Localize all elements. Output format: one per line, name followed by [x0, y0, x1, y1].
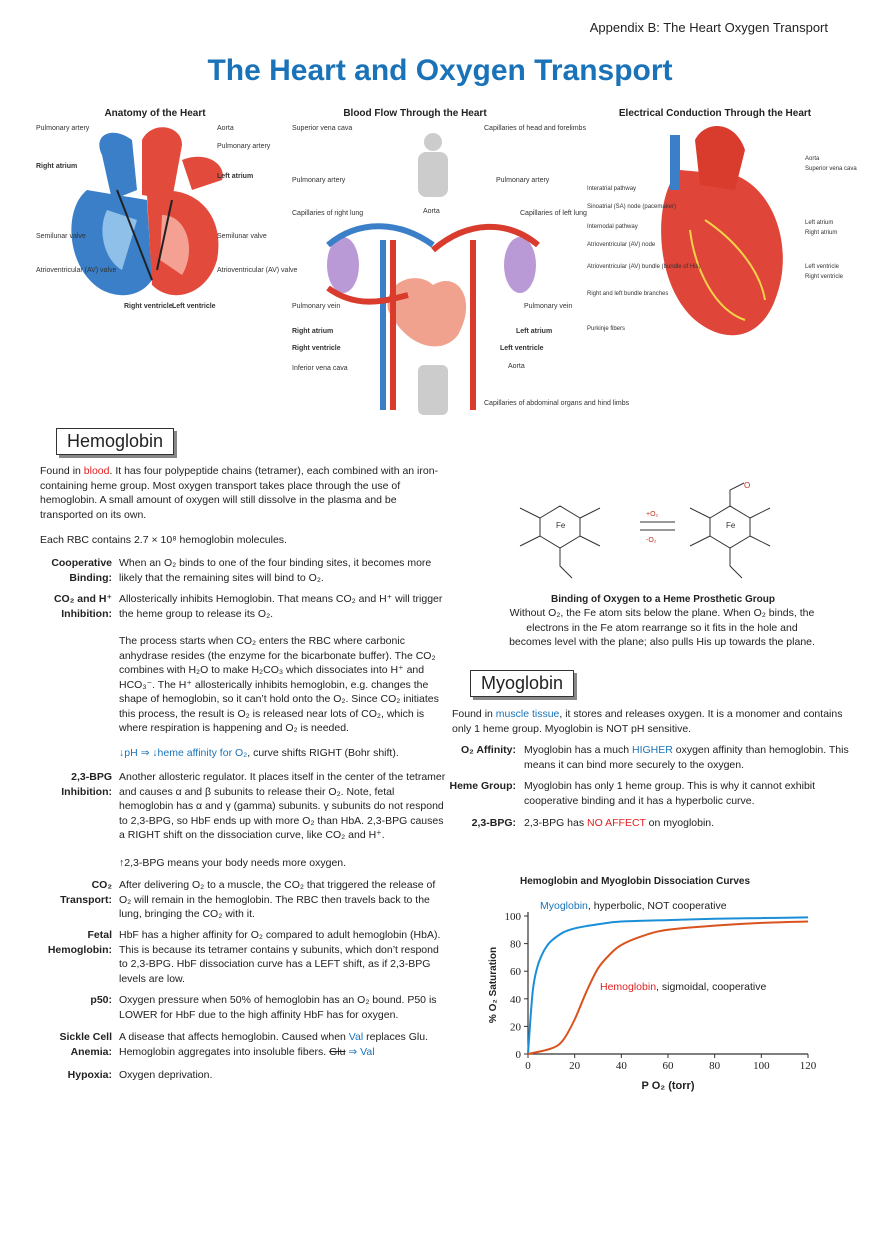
chart-title: Hemoglobin and Myoglobin Dissociation Curves [519, 876, 751, 887]
myoglobin-heading: Myoglobin [470, 670, 574, 697]
anatomy-label-6: Semilunar valve [217, 233, 267, 240]
rbc-count: Each RBC contains 2.7 × 10⁸ hemoglobin molecules. [40, 534, 287, 546]
co2h-label: CO₂ and H⁺ Inhibition: [53, 593, 112, 620]
cond-label-6: Atrioventricular (AV) bundle (bundle of His) [587, 264, 701, 270]
x-tick-label: 120 [799, 1060, 817, 1072]
svg-text:Fe: Fe [726, 521, 736, 530]
hypoxia-label: Hypoxia: [67, 1069, 112, 1081]
anatomy-label-2: Pulmonary artery [217, 143, 271, 150]
anatomy-title: Anatomy of the Heart [104, 108, 206, 119]
myo-bpg-label: 2,3-BPG: [471, 817, 516, 829]
cond-label-4: Internodal pathway [587, 224, 638, 230]
flow-label-13: Inferior vena cava [292, 365, 348, 372]
anatomy-label-0: Pulmonary artery [36, 125, 90, 132]
heme-group-label: Heme Group: [449, 780, 516, 792]
appendix-header: Appendix B: The Heart Oxygen Transport [589, 20, 828, 35]
cond-label-8: Purkinje fibers [587, 326, 626, 332]
y-tick-label: 100 [504, 911, 521, 923]
flow-label-5: Capillaries of right lung [292, 210, 364, 217]
flow-label-8: Pulmonary vein [524, 303, 573, 310]
cond-label-9: Left atrium [805, 220, 834, 226]
heme-caption-text: Without O₂, the Fe atom sits below the plane. When O₂ binds, the electrons in the Fe atom rearrange so it fits in the hole and becomes level with the plane; also pulls His up towards the plane. [509, 607, 815, 648]
flow-label-10: Left atrium [516, 328, 553, 335]
p50-text: Oxygen pressure when 50% of hemoglobin has an O₂ bound. P50 is LOWER for HbF due to the high affinity HbF has for oxygen. [119, 994, 437, 1021]
sickle-label: Sickle Cell Anemia: [59, 1031, 112, 1058]
hypoxia-text: Oxygen deprivation. [119, 1069, 213, 1081]
hemoglobin-heading: Hemoglobin [56, 428, 174, 455]
cond-label-10: Right atrium [805, 230, 838, 236]
x-axis-label: P O₂ (torr) [641, 1080, 695, 1092]
flow-label-0: Superior vena cava [292, 125, 353, 132]
cond-label-3: Sinoatrial (SA) node (pacemaker) [587, 204, 677, 210]
anatomy-label-1: Aorta [217, 125, 234, 132]
x-tick-label: 0 [525, 1060, 531, 1072]
flow-label-6: Capillaries of left lung [520, 210, 587, 217]
y-tick-label: 40 [510, 993, 521, 1006]
sickle-text: A disease that affects hemoglobin. Caused when Val replaces Glu. Hemoglobin aggregates into insoluble fibers. Glu ⇒ Val [119, 1031, 428, 1058]
x-tick-label: 40 [615, 1060, 627, 1072]
svg-text:O: O [744, 481, 751, 490]
p50-label: p50: [90, 994, 112, 1006]
conduction-title: Electrical Conduction Through the Heart [618, 108, 812, 119]
minus-o2: -O₂ [646, 537, 657, 544]
affinity-label: O₂ Affinity: [460, 744, 516, 756]
hemoglobin-series-label: Hemoglobin, sigmoidal, cooperative [600, 981, 767, 993]
y-tick-label: 60 [510, 966, 521, 979]
myoglobin-intro: Found in muscle tissue, it stores and releases oxygen. It is a monomer and contains only 1 heme group. Myoglobin is NOT pH sensitive. [452, 708, 843, 735]
anatomy-label-9: Right ventricle [124, 303, 173, 310]
x-tick-label: 60 [662, 1060, 674, 1072]
fetal-text: HbF has a higher affinity for O₂ compared to adult hemoglobin (HbA). This is because its tetramer contains γ subunits, which don’t respond to 2,3-BPG. HbF dissociation curve has a LEFT shift, as if 2,3-BPG levels are low. [119, 929, 441, 985]
flow-label-1: Capillaries of head and forelimbs [484, 125, 586, 132]
flow-label-3: Pulmonary artery [496, 177, 550, 184]
heme-caption-title: Binding of Oxygen to a Heme Prosthetic Group [551, 594, 775, 605]
fetal-label: Fetal Hemoglobin: [47, 929, 112, 956]
plus-o2: +O₂ [646, 511, 659, 518]
process-text: The process starts when CO₂ enters the RBC where carbonic anhydrase resides (the enzyme for the bicarbonate buffer). The CO₂ combines with H₂O to make H₂CO₃ which dissociates into H⁺ and HCO₃⁻. The H⁺ allosterically inhibits hemoglobin, e.g. changes the shape of hemoglobin, so it can’t hold onto the O₂. Since CO₂ initiates this process, the result is O₂ is released near lots of CO₂, which is where respiration is happening and O₂ is needed. [119, 635, 439, 734]
hemoglobin-intro: Found in blood. It has four polypeptide chains (tetramer), each combined with an iron-containing heme group. Most oxygen transport takes place through the use of hemoglobin. A small amount of oxygen will still dissolve in the plasma and be transported on its own. [40, 465, 439, 521]
cond-label-0: Aorta [805, 156, 820, 162]
cond-label-1: Superior vena cava [805, 166, 857, 172]
flow-label-9: Right atrium [292, 328, 334, 335]
flow-label-2: Pulmonary artery [292, 177, 346, 184]
flow-label-15: Capillaries of abdominal organs and hind limbs [484, 400, 630, 407]
heme-group-text: Myoglobin has only 1 heme group. This is why it cannot exhibit cooperative binding and it has a hyperbolic curve. [524, 780, 816, 807]
flow-title: Blood Flow Through the Heart [343, 108, 487, 119]
x-tick-label: 100 [753, 1060, 770, 1072]
anatomy-label-3: Right atrium [36, 163, 78, 170]
x-tick-label: 20 [569, 1060, 581, 1072]
co2t-text: After delivering O₂ to a muscle, the CO₂ that triggered the release of O₂ will remain in the hemoglobin. The RBC then travels back to the lung, bringing the CO₂ with it. [119, 879, 436, 920]
bpg-need-text: ↑2,3-BPG means your body needs more oxygen. [119, 857, 347, 869]
x-tick-label: 80 [709, 1060, 721, 1072]
heart-anatomy-diagram [32, 120, 298, 320]
flow-label-7: Pulmonary vein [292, 303, 341, 310]
cond-label-2: Interatrial pathway [587, 186, 637, 192]
co2h-text: Allosterically inhibits Hemoglobin. That means CO₂ and H⁺ will trigger the heme group to release its O₂. [119, 593, 443, 620]
bpg-label: 2,3-BPG Inhibition: [61, 771, 112, 798]
flow-label-11: Right ventricle [292, 345, 341, 352]
page-title: The Heart and Oxygen Transport [207, 54, 673, 87]
cond-label-11: Left ventricle [805, 264, 840, 270]
blood-highlight: blood [83, 465, 110, 477]
anatomy-label-10: Left ventricle [172, 303, 216, 310]
bpg-text: Another allosteric regulator. It places itself in the center of the tetramer and causes α and β subunits to release their O₂. Note, fetal hemoglobin has α and γ (gamma) subunits. γ subunits do not respond to 2,3-BPG, so HbF ends up with more O₂ than HbA. 2,3-BPG causes a RIGHT shift on the dissociation curve, like CO₂ and H⁺. [119, 771, 446, 841]
bohr-blue: ↓pH ⇒ ↓heme affinity for O₂ [119, 747, 248, 759]
y-tick-label: 80 [510, 938, 521, 951]
coop-text: When an O₂ binds to one of the four binding sites, it becomes more likely that the remaining sites will bind to O₂. [119, 557, 432, 584]
heme-binding-diagram [500, 478, 830, 588]
coop-label: Cooperative Binding: [51, 557, 112, 584]
flow-label-14: Aorta [508, 363, 525, 370]
svg-text:Fe: Fe [556, 521, 566, 530]
anatomy-label-7: Atrioventricular (AV) valve [36, 267, 117, 274]
anatomy-label-4: Left atrium [217, 173, 254, 180]
anatomy-label-5: Semilunar valve [36, 233, 86, 240]
dissociation-chart [480, 892, 820, 1097]
myoglobin-series-label: Myoglobin, hyperbolic, NOT cooperative [540, 900, 727, 912]
flow-label-4: Aorta [423, 208, 440, 215]
cond-label-7: Right and left bundle branches [587, 291, 669, 297]
cond-label-12: Right ventricle [805, 274, 844, 280]
electrical-conduction-diagram [585, 120, 857, 360]
muscle-highlight: muscle tissue [495, 708, 560, 720]
co2t-label: CO₂ Transport: [60, 879, 112, 906]
y-tick-label: 20 [510, 1021, 521, 1034]
y-tick-label: 0 [515, 1049, 521, 1061]
cond-label-5: Atrioventricular (AV) node [587, 242, 656, 248]
anatomy-label-8: Atrioventricular (AV) valve [217, 267, 298, 274]
y-axis-label: % O₂ Saturation [488, 946, 499, 1024]
flow-label-12: Left ventricle [500, 345, 544, 352]
